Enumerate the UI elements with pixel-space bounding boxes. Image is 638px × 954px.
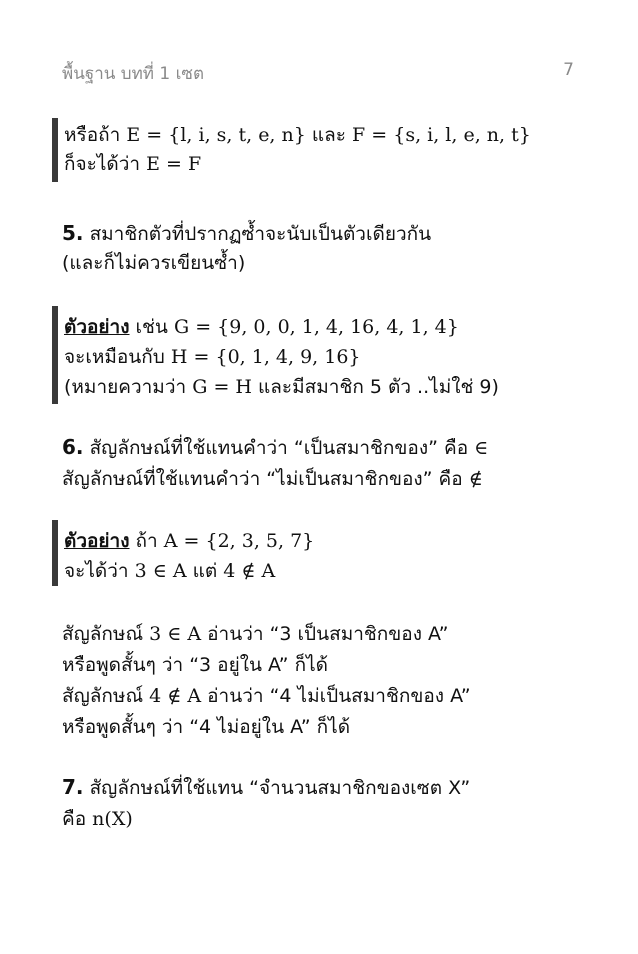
example2-text: แต่ <box>192 560 218 582</box>
explanation-line4: หรือพูดสั้นๆ ว่า “4 ไม่อยู่ใน A” ก็ได้ <box>62 716 351 738</box>
equality-statement: G = H <box>192 376 252 398</box>
example2-text: ถ้า <box>135 530 158 552</box>
example-label: ตัวอย่าง <box>64 316 130 338</box>
equality-statement: E = F <box>146 153 202 175</box>
membership-statement: 3 ∈ A <box>149 623 202 645</box>
example1-text: และมีสมาชิก 5 ตัว ..ไม่ใช่ 9) <box>258 376 499 398</box>
explanation-line1 <box>62 620 449 648</box>
section5-text: สมาชิกตัวที่ปรากฏซ้ำจะนับเป็นตัวเดียวกัน <box>89 223 432 245</box>
example-label: ตัวอย่าง <box>64 530 130 552</box>
example2-text: จะได้ว่า <box>64 560 129 582</box>
example1-text: เช่น <box>135 316 168 338</box>
block1-text: ก็จะได้ว่า <box>64 153 141 175</box>
section7-line1 <box>62 773 470 802</box>
not-element-of-symbol: ∉ <box>468 468 483 490</box>
explanation-line2: หรือพูดสั้นๆ ว่า “3 อยู่ใน A” ก็ได้ <box>62 654 328 676</box>
section6-line2 <box>62 465 483 493</box>
example2-line1 <box>64 527 314 555</box>
non-membership-statement: 4 ∉ A <box>223 560 276 582</box>
example2-line2 <box>64 557 275 585</box>
explanation-text: สัญลักษณ์ <box>62 685 144 707</box>
explanation-line3 <box>62 682 471 710</box>
block-marker-bar <box>52 118 58 182</box>
section6-line1 <box>62 433 488 462</box>
section6-text: สัญลักษณ์ที่ใช้แทนคำว่า “เป็นสมาชิกของ” คือ <box>89 437 469 459</box>
example1-text: (หมายความว่า <box>64 376 187 398</box>
block-marker-bar <box>52 520 58 586</box>
explanation-text: อ่านว่า “4 ไม่เป็นสมาชิกของ A” <box>207 685 471 707</box>
section5-line2: (และก็ไม่ควรเขียนซ้ำ) <box>62 252 246 274</box>
section-number: 6. <box>62 435 84 459</box>
page-number: 7 <box>563 60 574 80</box>
set-h-definition: H = {0, 1, 4, 9, 16} <box>170 346 361 368</box>
cardinality-notation: n(X) <box>92 808 133 830</box>
non-membership-statement: 4 ∉ A <box>149 685 202 707</box>
block1-line2 <box>64 150 201 178</box>
example1-line3 <box>64 373 499 401</box>
block1-text: และ <box>311 124 346 146</box>
block1-text: หรือถ้า <box>64 124 121 146</box>
set-a-definition: A = {2, 3, 5, 7} <box>163 530 315 552</box>
set-g-definition: G = {9, 0, 0, 1, 4, 16, 4, 1, 4} <box>173 316 459 338</box>
block-marker-bar <box>52 306 58 404</box>
explanation-text: สัญลักษณ์ <box>62 623 144 645</box>
section7-text: สัญลักษณ์ที่ใช้แทน “จำนวนสมาชิกของเซต X” <box>89 777 471 799</box>
membership-statement: 3 ∈ A <box>134 560 187 582</box>
set-f-definition: F = {s, i, l, e, n, t} <box>352 124 531 146</box>
element-of-symbol: ∈ <box>474 437 489 459</box>
section6-text: สัญลักษณ์ที่ใช้แทนคำว่า “ไม่เป็นสมาชิกของ” คือ <box>62 468 463 490</box>
set-e-definition: E = {l, i, s, t, e, n} <box>126 124 306 146</box>
block1-line1 <box>64 121 531 149</box>
explanation-text: อ่านว่า “3 เป็นสมาชิกของ A” <box>207 623 449 645</box>
section7-text: คือ <box>62 808 87 830</box>
section7-line2 <box>62 805 133 833</box>
section-number: 7. <box>62 775 84 799</box>
section-number: 5. <box>62 221 84 245</box>
example1-line1 <box>64 313 459 341</box>
example1-line2 <box>64 343 361 371</box>
section5-line1 <box>62 219 431 248</box>
page-header-title: พื้นฐาน บทที่ 1 เซต <box>62 64 204 84</box>
example1-text: จะเหมือนกับ <box>64 346 165 368</box>
